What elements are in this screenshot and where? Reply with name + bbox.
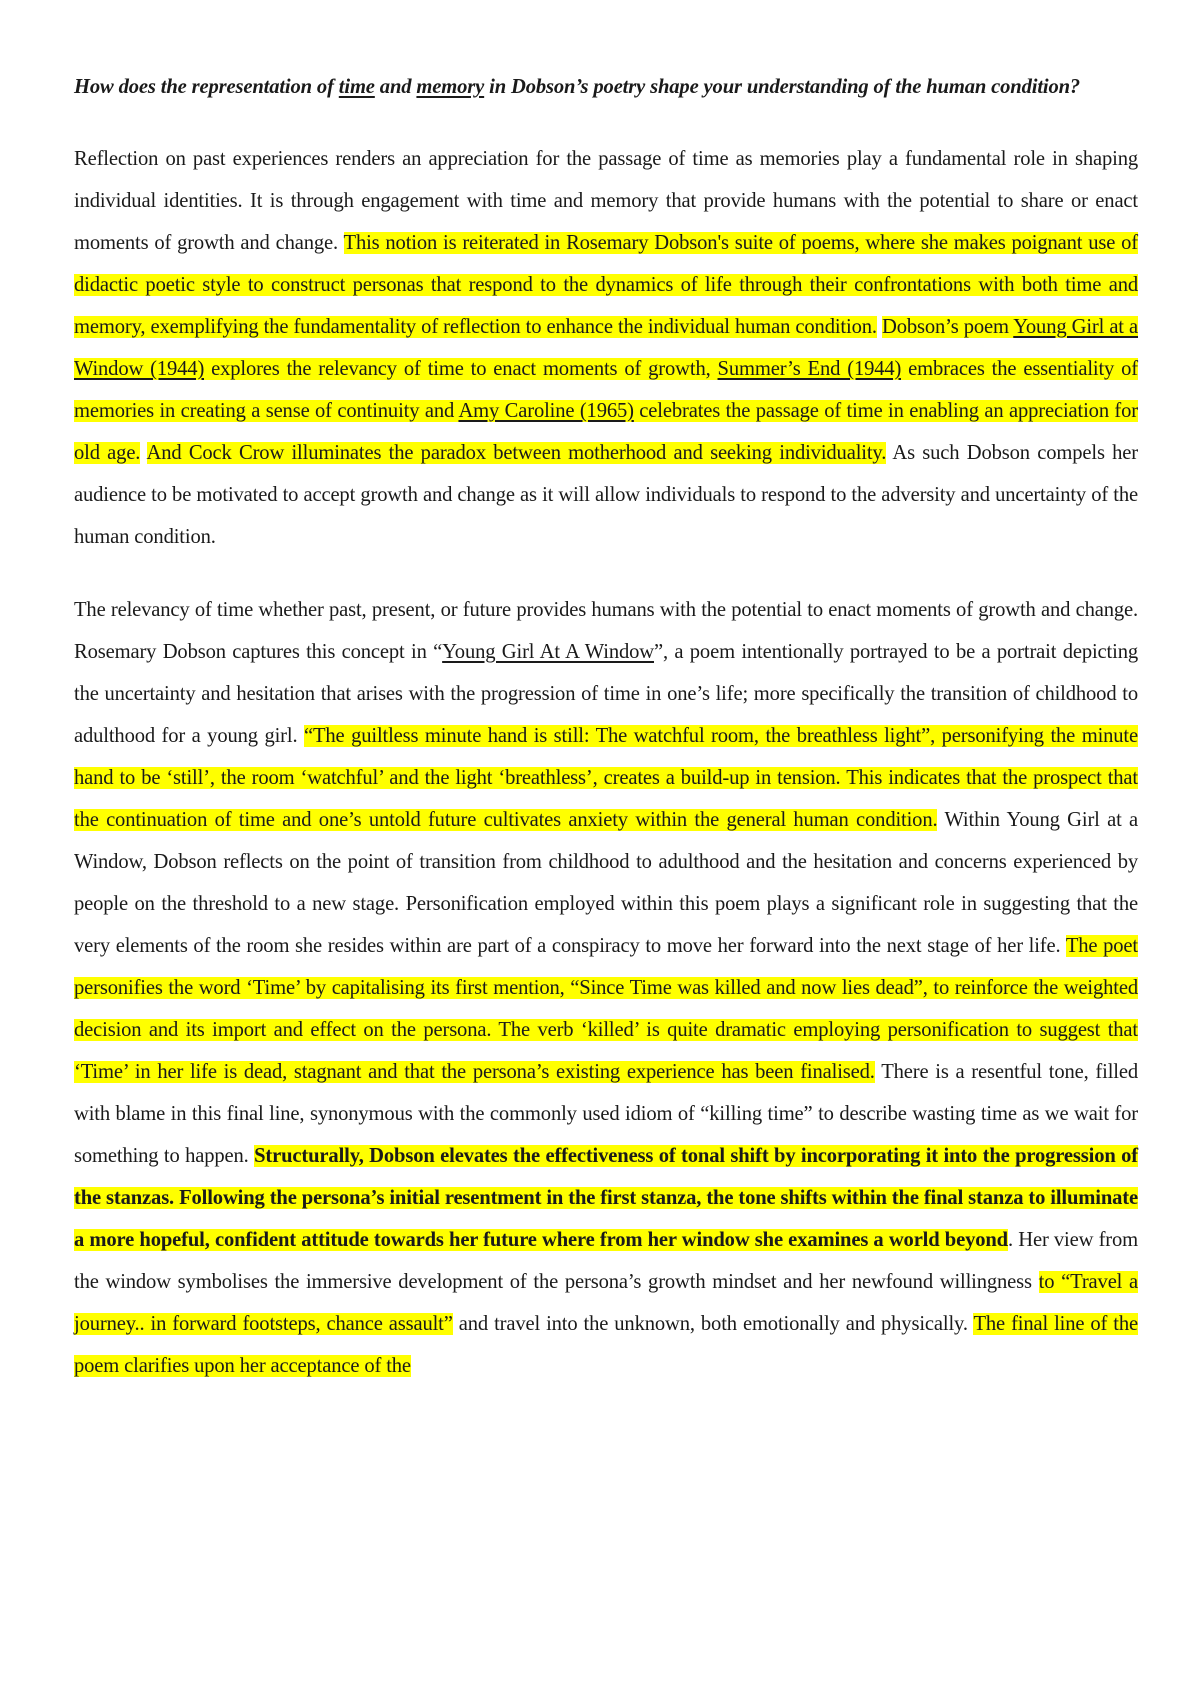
body-text: and travel into the unknown, both emotionally and physically. bbox=[452, 1313, 974, 1335]
highlighted-text: The poet personifies the word ‘Time’ by capitalising its first mention, “Since Time was killed and now lies dead”, to reinforce the weighted decision and its import and effect on the persona. The verb ‘killed’ is quite dramatic employing personification to suggest that ‘Time’ in her life is dead, stagnant and that the persona’s existing experience has been finalised. bbox=[74, 935, 1138, 1083]
highlighted-text: The final line of the poem clarifies upon her acceptance of the bbox=[74, 1313, 1138, 1377]
essay-question bbox=[74, 66, 1138, 108]
poem-title: Summer’s End (1944) bbox=[717, 358, 902, 380]
body-text: . Her view from the window symbolises the immersive development of the persona’s growth mindset and her newfound willingness bbox=[74, 1229, 1138, 1293]
highlighted-text: embraces the essentiality of memories in creating a sense of continuity and bbox=[74, 358, 1138, 422]
question-text: How does the representation of bbox=[74, 76, 339, 98]
poem-title: Young Girl at a Window (1944) bbox=[74, 316, 1138, 380]
document-page bbox=[74, 66, 1138, 1418]
question-text: in Dobson’s poetry shape your understanding of the human condition? bbox=[484, 76, 1081, 98]
highlighted-quote: to “Travel a journey.. in forward footsteps, chance assault” bbox=[74, 1271, 1139, 1335]
introduction-paragraph bbox=[74, 138, 1138, 558]
poem-title: Young Girl At A Window bbox=[442, 641, 654, 663]
body-text: ”, a poem intentionally portrayed to be a portrait depicting the uncertainty and hesitation that arises with the progression of time in one’s life; more specifically the transition of childhood to adulthood for a young girl. bbox=[74, 641, 1138, 747]
highlighted-text: This notion is reiterated in Rosemary Dobson's suite of poems, where she makes poignant use of didactic poetic style to construct personas that respond to the dynamics of life through their confrontations with both time and memory, exemplifying the fundamentality of reflection to enhance the individual human condition. bbox=[74, 232, 1138, 338]
body-text: Reflection on past experiences renders an appreciation for the passage of time as memories play a fundamental role in shaping individual identities. It is through engagement with time and memory that provide humans with the potential to share or enact moments of growth and change. bbox=[74, 148, 1138, 254]
question-keyword-memory: memory bbox=[416, 76, 485, 98]
poem-title: Amy Caroline (1965) bbox=[458, 400, 634, 422]
body-text: There is a resentful tone, filled with blame in this final line, synonymous with the commonly used idiom of “killing time” to describe wasting time as we wait for something to happen. bbox=[74, 1061, 1138, 1167]
body-text: As such Dobson compels her audience to be motivated to accept growth and change as it will allow individuals to respond to the adversity and uncertainty of the human condition. bbox=[74, 442, 1138, 548]
highlighted-text: Dobson’s poem bbox=[882, 316, 1014, 338]
highlighted-text: And Cock Crow illuminates the paradox between motherhood and seeking individuality. bbox=[146, 442, 887, 464]
body-text: Within Young Girl at a Window, Dobson reflects on the point of transition from childhood to adulthood and the hesitation and concerns experienced by people on the threshold to a new stage. Personification employed within this poem plays a significant role in suggesting that the very elements of the room she resides within are part of a conspiracy to move her forward into the next stage of her life. bbox=[74, 809, 1138, 957]
bold-highlighted-text: Structurally, Dobson elevates the effectiveness of tonal shift by incorporating it into the progression of the stanzas. Following the persona’s initial resentment in the first stanza, the tone shifts within the final stanza to illuminate a more hopeful, confident attitude towards her future where from her window she examines a world beyond bbox=[74, 1145, 1138, 1251]
highlighted-text: celebrates the passage of time in enabling an appreciation for old age. bbox=[74, 400, 1138, 464]
body-paragraph bbox=[74, 589, 1138, 1387]
body-text: The relevancy of time whether past, present, or future provides humans with the potential to enact moments of growth and change. Rosemary Dobson captures this concept in “ bbox=[74, 599, 1138, 663]
question-keyword-time: time bbox=[338, 76, 375, 98]
question-text: and bbox=[374, 76, 417, 98]
highlighted-text: “The guiltless minute hand is still: The watchful room, the breathless light”, personifying the minute hand to be ‘still’, the room ‘watchful’ and the light ‘breathless’, creates a build-up in tension. This indicates that the prospect that the continuation of time and one’s untold future cultivates anxiety within the general human condition. bbox=[74, 725, 1138, 831]
highlighted-text: explores the relevancy of time to enact moments of growth, bbox=[204, 358, 718, 380]
